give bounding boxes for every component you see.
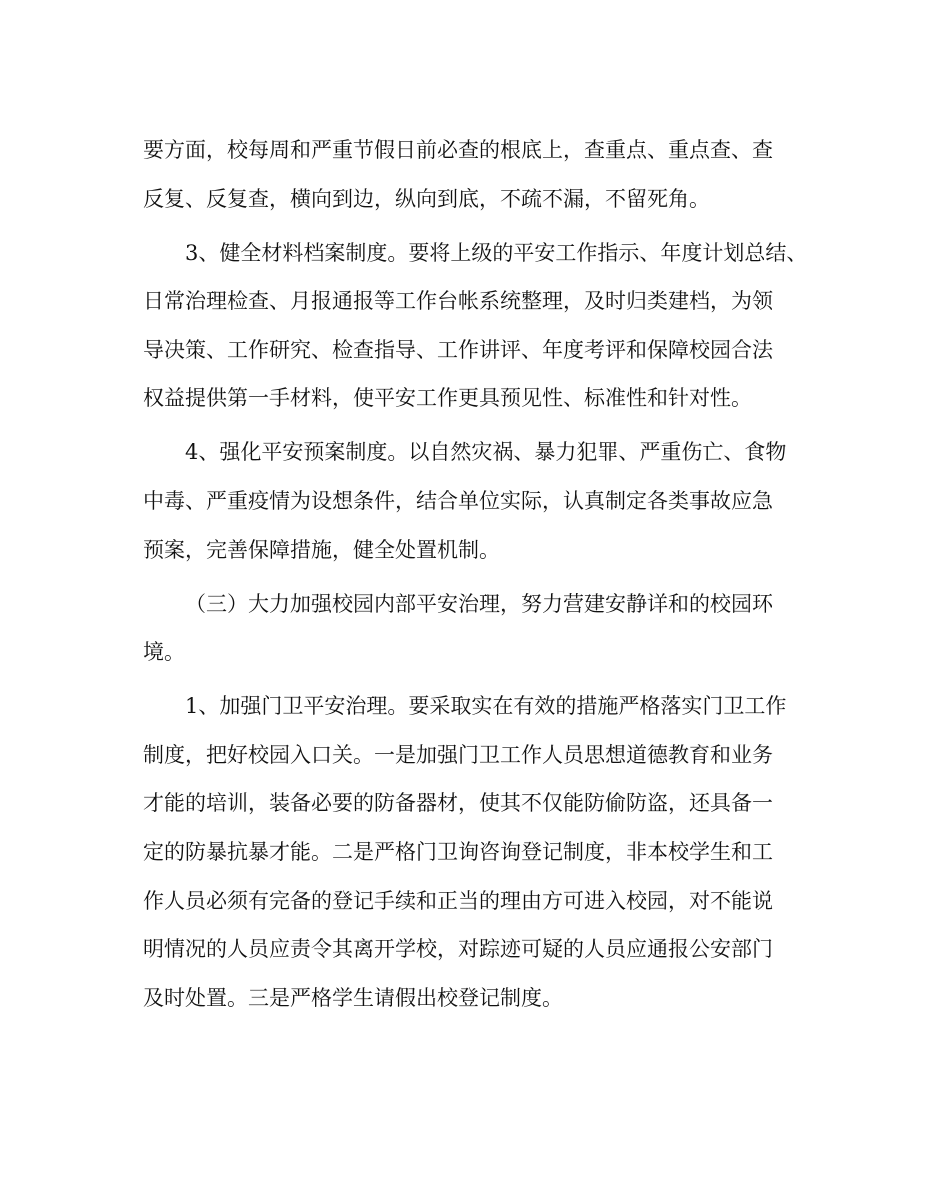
text-line: 预案，完善保障措施，健全处置机制。: [143, 537, 500, 562]
text-line: 定的防暴抗暴才能。二是严格门卫询咨询登记制度，非本校学生和工: [143, 839, 773, 864]
text-line: 制度，把好校园入口关。一是加强门卫工作人员思想道德教育和业务: [143, 742, 773, 767]
text-line: 权益提供第一手材料，使平安工作更具预见性、标准性和针对性。: [143, 386, 752, 411]
text-line: 3、健全材料档案制度。要将上级的平安工作指示、年度计划总结、: [185, 240, 808, 265]
text-line: 日常治理检查、月报通报等工作台帐系统整理，及时归类建档，为领: [143, 289, 773, 314]
text-line: 4、强化平安预案制度。以自然灾祸、暴力犯罪、严重伤亡、食物: [185, 440, 787, 465]
text-line: 及时处置。三是严格学生请假出校登记制度。: [143, 985, 563, 1010]
text-line: 中毒、严重疫情为设想条件，结合单位实际，认真制定各类事故应急: [143, 488, 773, 513]
body-text: [143, 126, 833, 1022]
text-line: 导决策、工作研究、检查指导、工作讲评、年度考评和保障校园合法: [143, 337, 773, 362]
text-line: 境。: [143, 640, 185, 665]
text-line: 明情况的人员应责令其离开学校，对踪迹可疑的人员应通报公安部门: [143, 937, 773, 962]
text-line: 反复、反复查，横向到边，纵向到底，不疏不漏，不留死角。: [143, 186, 710, 211]
text-line: 才能的培训，装备必要的防备器材，使其不仅能防偷防盗，还具备一: [143, 791, 773, 816]
text-line: 要方面，校每周和严重节假日前必查的根底上，查重点、重点查、查: [143, 138, 773, 162]
text-line: 作人员必须有完备的登记手续和正当的理由方可进入校园，对不能说: [143, 888, 773, 913]
section-heading: （三）大力加强校园内部平安治理，努力营建安静详和的校园环: [185, 591, 773, 616]
text-line: 1、加强门卫平安治理。要采取实在有效的措施严格落实门卫工作: [185, 694, 787, 719]
